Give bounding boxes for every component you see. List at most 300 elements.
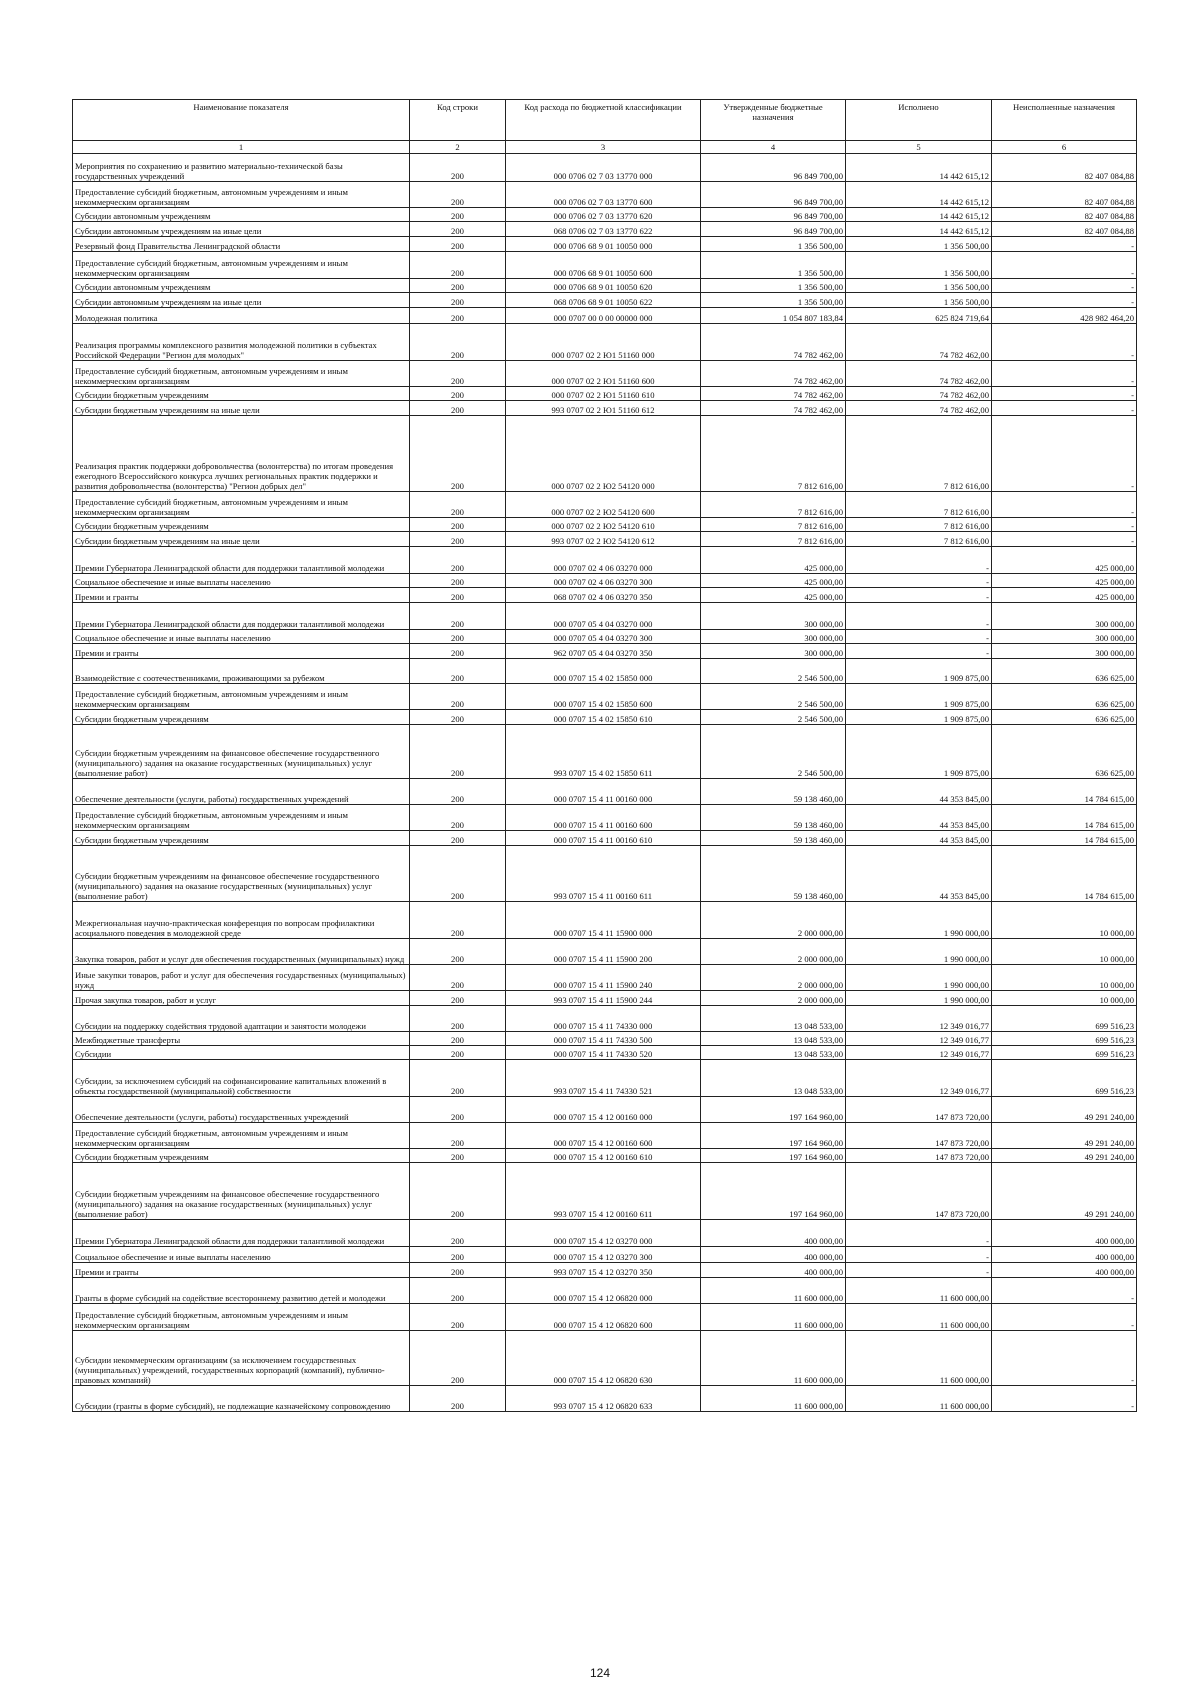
row-name: Обеспечение деятельности (услуги, работы) государственных учреждений [73, 779, 410, 805]
row-name: Субсидии бюджетным учреждениям [73, 387, 410, 401]
row-unexecuted: 699 516,23 [992, 1032, 1137, 1046]
row-unexecuted: 14 784 615,00 [992, 805, 1137, 831]
row-name: Прочая закупка товаров, работ и услуг [73, 991, 410, 1006]
row-expense-code: 000 0707 05 4 04 03270 300 [506, 630, 701, 644]
row-approved: 96 849 700,00 [701, 208, 846, 222]
row-line-code: 200 [410, 779, 506, 805]
row-approved: 11 600 000,00 [701, 1386, 846, 1412]
row-executed: 625 824 719,64 [846, 308, 992, 324]
row-expense-code: 000 0706 68 9 01 10050 620 [506, 279, 701, 293]
row-executed: 44 353 845,00 [846, 846, 992, 902]
row-name: Предоставление субсидий бюджетным, автономным учреждениям и иным некоммерческим организациям [73, 1123, 410, 1149]
table-row [73, 725, 1137, 779]
row-unexecuted: - [992, 252, 1137, 279]
row-approved: 197 164 960,00 [701, 1149, 846, 1163]
row-line-code: 200 [410, 1263, 506, 1278]
row-executed: 1 990 000,00 [846, 902, 992, 939]
row-line-code: 200 [410, 182, 506, 208]
table-row [73, 154, 1137, 182]
row-approved: 300 000,00 [701, 630, 846, 644]
row-expense-code: 000 0707 02 4 06 03270 300 [506, 574, 701, 588]
row-expense-code: 000 0707 15 4 11 74330 520 [506, 1046, 701, 1060]
row-executed: 1 990 000,00 [846, 991, 992, 1006]
row-unexecuted: 699 516,23 [992, 1060, 1137, 1097]
row-line-code: 200 [410, 279, 506, 293]
row-unexecuted: 400 000,00 [992, 1247, 1137, 1263]
row-name: Премии и гранты [73, 588, 410, 603]
table-row [73, 710, 1137, 725]
row-expense-code: 000 0707 15 4 11 00160 610 [506, 831, 701, 846]
table-row [73, 684, 1137, 710]
row-expense-code: 000 0707 15 4 12 00160 600 [506, 1123, 701, 1149]
header-approved: Утвержденные бюджетные назначения [701, 100, 846, 141]
row-unexecuted: 300 000,00 [992, 630, 1137, 644]
row-name: Социальное обеспечение и иные выплаты населению [73, 630, 410, 644]
row-approved: 11 600 000,00 [701, 1278, 846, 1304]
row-approved: 1 356 500,00 [701, 279, 846, 293]
row-approved: 2 546 500,00 [701, 725, 846, 779]
header-line-code: Код строки [410, 100, 506, 141]
table-row [73, 588, 1137, 603]
row-approved: 2 546 500,00 [701, 710, 846, 725]
row-executed: 1 909 875,00 [846, 659, 992, 684]
table-row [73, 518, 1137, 532]
row-expense-code: 000 0706 02 7 03 13770 600 [506, 182, 701, 208]
row-name: Субсидии бюджетным учреждениям на финансовое обеспечение государственного (муниципального) задания на оказание государственных (муниципальных) услуг (выполнение работ) [73, 725, 410, 779]
row-unexecuted: - [992, 324, 1137, 361]
row-expense-code: 000 0706 02 7 03 13770 620 [506, 208, 701, 222]
row-executed: 74 782 462,00 [846, 401, 992, 416]
table-header-row [73, 100, 1137, 141]
row-executed: 44 353 845,00 [846, 831, 992, 846]
row-unexecuted: - [992, 1278, 1137, 1304]
row-approved: 59 138 460,00 [701, 779, 846, 805]
row-unexecuted: 636 625,00 [992, 659, 1137, 684]
column-number: 2 [410, 141, 506, 154]
row-executed: 1 356 500,00 [846, 293, 992, 308]
column-number: 3 [506, 141, 701, 154]
row-expense-code: 000 0707 02 2 Ю1 51160 610 [506, 387, 701, 401]
row-expense-code: 000 0707 15 4 12 03270 300 [506, 1247, 701, 1263]
row-executed: 74 782 462,00 [846, 361, 992, 387]
row-executed: 1 356 500,00 [846, 237, 992, 252]
row-name: Мероприятия по сохранению и развитию материально-технической базы государственных учреждений [73, 154, 410, 182]
row-executed: 44 353 845,00 [846, 779, 992, 805]
row-name: Субсидии на поддержку содействия трудовой адаптации и занятости молодежи [73, 1006, 410, 1032]
table-row [73, 574, 1137, 588]
row-line-code: 200 [410, 361, 506, 387]
column-number: 4 [701, 141, 846, 154]
row-line-code: 200 [410, 547, 506, 574]
row-executed: - [846, 644, 992, 659]
row-executed: 1 990 000,00 [846, 939, 992, 965]
row-expense-code: 000 0707 02 2 Ю2 54120 610 [506, 518, 701, 532]
row-name: Иные закупки товаров, работ и услуг для обеспечения государственных (муниципальных) нужд [73, 965, 410, 991]
row-unexecuted: 636 625,00 [992, 684, 1137, 710]
row-expense-code: 000 0707 02 2 Ю1 51160 600 [506, 361, 701, 387]
row-expense-code: 000 0706 68 9 01 10050 600 [506, 252, 701, 279]
row-unexecuted: 10 000,00 [992, 939, 1137, 965]
row-name: Субсидии [73, 1046, 410, 1060]
row-expense-code: 000 0707 15 4 11 00160 000 [506, 779, 701, 805]
row-name: Реализация практик поддержки добровольчества (волонтерства) по итогам проведения ежегодного Всероссийского конкурса лучших региональных практик поддержки и развития добровольчества (волонтерства) "Регион добрых дел" [73, 416, 410, 492]
row-line-code: 200 [410, 630, 506, 644]
table-row [73, 1278, 1137, 1304]
row-name: Межбюджетные трансферты [73, 1032, 410, 1046]
row-expense-code: 000 0707 15 4 12 06820 000 [506, 1278, 701, 1304]
table-row [73, 1149, 1137, 1163]
row-name: Премии Губернатора Ленинградской области для поддержки талантливой молодежи [73, 1220, 410, 1247]
row-executed: 1 990 000,00 [846, 965, 992, 991]
row-line-code: 200 [410, 1386, 506, 1412]
row-executed: 12 349 016,77 [846, 1006, 992, 1032]
row-name: Обеспечение деятельности (услуги, работы) государственных учреждений [73, 1097, 410, 1123]
table-row [73, 831, 1137, 846]
row-name: Взаимодействие с соотечественниками, проживающими за рубежом [73, 659, 410, 684]
row-name: Субсидии бюджетным учреждениям [73, 518, 410, 532]
row-line-code: 200 [410, 1046, 506, 1060]
row-expense-code: 000 0707 15 4 12 06820 600 [506, 1304, 701, 1331]
row-name: Субсидии бюджетным учреждениям на финансовое обеспечение государственного (муниципального) задания на оказание государственных (муниципальных) услуг (выполнение работ) [73, 1163, 410, 1220]
row-name: Субсидии некоммерческим организациям (за исключением государственных (муниципальных) учреждений, государственных корпораций (компаний), публично-правовых компаний) [73, 1331, 410, 1386]
row-executed: 11 600 000,00 [846, 1386, 992, 1412]
row-name: Субсидии автономным учреждениям на иные цели [73, 293, 410, 308]
row-expense-code: 993 0707 15 4 11 00160 611 [506, 846, 701, 902]
row-expense-code: 000 0707 15 4 11 00160 600 [506, 805, 701, 831]
row-expense-code: 068 0707 02 4 06 03270 350 [506, 588, 701, 603]
row-line-code: 200 [410, 532, 506, 547]
row-approved: 400 000,00 [701, 1247, 846, 1263]
row-executed: 74 782 462,00 [846, 387, 992, 401]
table-row [73, 1123, 1137, 1149]
row-executed: 1 909 875,00 [846, 684, 992, 710]
row-unexecuted: 10 000,00 [992, 991, 1137, 1006]
table-row [73, 324, 1137, 361]
table-row [73, 1386, 1137, 1412]
row-executed: 147 873 720,00 [846, 1163, 992, 1220]
row-executed: 7 812 616,00 [846, 532, 992, 547]
row-unexecuted: 49 291 240,00 [992, 1123, 1137, 1149]
row-name: Субсидии (гранты в форме субсидий), не подлежащие казначейскому сопровождению [73, 1386, 410, 1412]
row-approved: 2 546 500,00 [701, 659, 846, 684]
row-approved: 96 849 700,00 [701, 182, 846, 208]
row-executed: 12 349 016,77 [846, 1046, 992, 1060]
row-approved: 7 812 616,00 [701, 492, 846, 518]
row-approved: 2 000 000,00 [701, 965, 846, 991]
row-approved: 197 164 960,00 [701, 1097, 846, 1123]
row-name: Премии и гранты [73, 644, 410, 659]
row-line-code: 200 [410, 416, 506, 492]
row-executed: - [846, 547, 992, 574]
header-unexecuted: Неисполненные назначения [992, 100, 1137, 141]
row-unexecuted: 425 000,00 [992, 547, 1137, 574]
row-line-code: 200 [410, 222, 506, 237]
table-row [73, 387, 1137, 401]
row-line-code: 200 [410, 154, 506, 182]
row-executed: 11 600 000,00 [846, 1331, 992, 1386]
table-row [73, 779, 1137, 805]
row-expense-code: 000 0707 15 4 11 15900 240 [506, 965, 701, 991]
row-executed: - [846, 574, 992, 588]
page-number: 124 [589, 1666, 611, 1680]
table-row [73, 1006, 1137, 1032]
row-expense-code: 000 0707 15 4 11 15900 200 [506, 939, 701, 965]
row-executed: 12 349 016,77 [846, 1032, 992, 1046]
row-executed: 147 873 720,00 [846, 1123, 992, 1149]
row-expense-code: 993 0707 15 4 11 74330 521 [506, 1060, 701, 1097]
row-expense-code: 993 0707 15 4 12 06820 633 [506, 1386, 701, 1412]
row-unexecuted: 82 407 084,88 [992, 182, 1137, 208]
row-unexecuted: - [992, 279, 1137, 293]
row-executed: 1 909 875,00 [846, 710, 992, 725]
row-name: Субсидии бюджетным учреждениям [73, 710, 410, 725]
table-row [73, 401, 1137, 416]
row-executed: 74 782 462,00 [846, 324, 992, 361]
row-unexecuted: 400 000,00 [992, 1263, 1137, 1278]
row-name: Резервный фонд Правительства Ленинградской области [73, 237, 410, 252]
row-executed: 14 442 615,12 [846, 182, 992, 208]
row-unexecuted: 699 516,23 [992, 1046, 1137, 1060]
row-name: Предоставление субсидий бюджетным, автономным учреждениям и иным некоммерческим организациям [73, 805, 410, 831]
row-executed: 14 442 615,12 [846, 208, 992, 222]
row-expense-code: 962 0707 05 4 04 03270 350 [506, 644, 701, 659]
row-approved: 425 000,00 [701, 574, 846, 588]
row-line-code: 200 [410, 603, 506, 630]
row-line-code: 200 [410, 492, 506, 518]
table-row [73, 630, 1137, 644]
row-line-code: 200 [410, 1331, 506, 1386]
row-approved: 96 849 700,00 [701, 222, 846, 237]
row-line-code: 200 [410, 659, 506, 684]
table-row [73, 492, 1137, 518]
row-expense-code: 000 0707 15 4 02 15850 610 [506, 710, 701, 725]
row-expense-code: 000 0707 15 4 11 74330 000 [506, 1006, 701, 1032]
row-line-code: 200 [410, 805, 506, 831]
header-expense-code: Код расхода по бюджетной классификации [506, 100, 701, 141]
row-unexecuted: - [992, 532, 1137, 547]
row-expense-code: 000 0707 15 4 12 03270 000 [506, 1220, 701, 1247]
row-name: Социальное обеспечение и иные выплаты населению [73, 574, 410, 588]
row-expense-code: 993 0707 15 4 12 00160 611 [506, 1163, 701, 1220]
row-approved: 13 048 533,00 [701, 1060, 846, 1097]
row-name: Премии и гранты [73, 1263, 410, 1278]
row-line-code: 200 [410, 1304, 506, 1331]
row-approved: 74 782 462,00 [701, 401, 846, 416]
row-name: Закупка товаров, работ и услуг для обеспечения государственных (муниципальных) нужд [73, 939, 410, 965]
row-unexecuted: 699 516,23 [992, 1006, 1137, 1032]
column-number: 1 [73, 141, 410, 154]
table-row [73, 361, 1137, 387]
row-executed: - [846, 1263, 992, 1278]
row-executed: 11 600 000,00 [846, 1304, 992, 1331]
row-name: Субсидии, за исключением субсидий на софинансирование капитальных вложений в объекты государственной (муниципальной) собственности [73, 1060, 410, 1097]
table-row [73, 1247, 1137, 1263]
row-expense-code: 000 0707 02 2 Ю2 54120 000 [506, 416, 701, 492]
row-line-code: 200 [410, 1123, 506, 1149]
column-number: 6 [992, 141, 1137, 154]
row-executed: 7 812 616,00 [846, 416, 992, 492]
row-approved: 2 000 000,00 [701, 902, 846, 939]
row-expense-code: 000 0707 02 2 Ю1 51160 000 [506, 324, 701, 361]
row-line-code: 200 [410, 252, 506, 279]
row-executed: - [846, 1247, 992, 1263]
row-line-code: 200 [410, 965, 506, 991]
table-row [73, 222, 1137, 237]
row-name: Социальное обеспечение и иные выплаты населению [73, 1247, 410, 1263]
row-approved: 13 048 533,00 [701, 1032, 846, 1046]
table-row [73, 991, 1137, 1006]
row-approved: 74 782 462,00 [701, 324, 846, 361]
table-row [73, 293, 1137, 308]
row-name: Предоставление субсидий бюджетным, автономным учреждениям и иным некоммерческим организациям [73, 492, 410, 518]
row-approved: 197 164 960,00 [701, 1163, 846, 1220]
table-row [73, 1032, 1137, 1046]
row-line-code: 200 [410, 1163, 506, 1220]
row-expense-code: 068 0706 02 7 03 13770 622 [506, 222, 701, 237]
row-name: Субсидии бюджетным учреждениям на финансовое обеспечение государственного (муниципального) задания на оказание государственных (муниципальных) услуг (выполнение работ) [73, 846, 410, 902]
row-unexecuted: 300 000,00 [992, 603, 1137, 630]
row-unexecuted: - [992, 237, 1137, 252]
row-expense-code: 993 0707 15 4 11 15900 244 [506, 991, 701, 1006]
row-unexecuted: 10 000,00 [992, 902, 1137, 939]
row-line-code: 200 [410, 684, 506, 710]
row-approved: 13 048 533,00 [701, 1006, 846, 1032]
row-approved: 7 812 616,00 [701, 416, 846, 492]
row-executed: - [846, 1220, 992, 1247]
row-unexecuted: - [992, 401, 1137, 416]
row-approved: 2 000 000,00 [701, 939, 846, 965]
row-expense-code: 993 0707 15 4 02 15850 611 [506, 725, 701, 779]
row-approved: 59 138 460,00 [701, 846, 846, 902]
row-unexecuted: 10 000,00 [992, 965, 1137, 991]
table-row [73, 182, 1137, 208]
row-name: Субсидии автономным учреждениям на иные цели [73, 222, 410, 237]
row-unexecuted: 49 291 240,00 [992, 1097, 1137, 1123]
row-unexecuted: 49 291 240,00 [992, 1149, 1137, 1163]
table-row [73, 208, 1137, 222]
row-unexecuted: - [992, 361, 1137, 387]
row-line-code: 200 [410, 518, 506, 532]
row-approved: 400 000,00 [701, 1263, 846, 1278]
row-unexecuted: 636 625,00 [992, 710, 1137, 725]
table-row [73, 846, 1137, 902]
row-executed: 1 909 875,00 [846, 725, 992, 779]
table-row [73, 805, 1137, 831]
row-unexecuted: 428 982 464,20 [992, 308, 1137, 324]
row-unexecuted: - [992, 416, 1137, 492]
row-approved: 425 000,00 [701, 588, 846, 603]
row-expense-code: 000 0707 15 4 02 15850 600 [506, 684, 701, 710]
row-line-code: 200 [410, 991, 506, 1006]
row-expense-code: 068 0706 68 9 01 10050 622 [506, 293, 701, 308]
table-row [73, 939, 1137, 965]
table-row [73, 1097, 1137, 1123]
row-expense-code: 993 0707 15 4 12 03270 350 [506, 1263, 701, 1278]
row-unexecuted: 49 291 240,00 [992, 1163, 1137, 1220]
row-line-code: 200 [410, 1278, 506, 1304]
row-unexecuted: 400 000,00 [992, 1220, 1137, 1247]
budget-execution-table [72, 99, 1137, 1412]
row-expense-code: 000 0707 15 4 02 15850 000 [506, 659, 701, 684]
row-unexecuted: 300 000,00 [992, 644, 1137, 659]
row-unexecuted: 636 625,00 [992, 725, 1137, 779]
row-name: Предоставление субсидий бюджетным, автономным учреждениям и иным некоммерческим организациям [73, 361, 410, 387]
row-approved: 11 600 000,00 [701, 1304, 846, 1331]
row-executed: 147 873 720,00 [846, 1097, 992, 1123]
row-unexecuted: - [992, 1386, 1137, 1412]
row-approved: 300 000,00 [701, 603, 846, 630]
row-line-code: 200 [410, 1032, 506, 1046]
row-name: Субсидии бюджетным учреждениям [73, 831, 410, 846]
row-approved: 1 356 500,00 [701, 293, 846, 308]
row-expense-code: 000 0707 15 4 11 15900 000 [506, 902, 701, 939]
row-approved: 400 000,00 [701, 1220, 846, 1247]
row-approved: 11 600 000,00 [701, 1331, 846, 1386]
row-expense-code: 000 0707 00 0 00 00000 000 [506, 308, 701, 324]
row-line-code: 200 [410, 324, 506, 361]
row-name: Субсидии бюджетным учреждениям на иные цели [73, 401, 410, 416]
row-unexecuted: 14 784 615,00 [992, 846, 1137, 902]
header-executed: Исполнено [846, 100, 992, 141]
row-line-code: 200 [410, 902, 506, 939]
table-row [73, 1304, 1137, 1331]
row-line-code: 200 [410, 725, 506, 779]
row-line-code: 200 [410, 831, 506, 846]
row-expense-code: 000 0706 68 9 01 10050 000 [506, 237, 701, 252]
row-unexecuted: - [992, 1331, 1137, 1386]
table-row [73, 603, 1137, 630]
row-name: Предоставление субсидий бюджетным, автономным учреждениям и иным некоммерческим организациям [73, 252, 410, 279]
row-line-code: 200 [410, 1060, 506, 1097]
row-line-code: 200 [410, 387, 506, 401]
row-approved: 74 782 462,00 [701, 361, 846, 387]
row-approved: 74 782 462,00 [701, 387, 846, 401]
row-expense-code: 000 0707 15 4 12 00160 610 [506, 1149, 701, 1163]
row-executed: 14 442 615,12 [846, 154, 992, 182]
row-expense-code: 993 0707 02 2 Ю2 54120 612 [506, 532, 701, 547]
table-row [73, 279, 1137, 293]
table-row [73, 547, 1137, 574]
row-line-code: 200 [410, 1220, 506, 1247]
row-expense-code: 000 0707 05 4 04 03270 000 [506, 603, 701, 630]
row-name: Реализация программы комплексного развития молодежной политики в субъектах Российской Федерации "Регион для молодых" [73, 324, 410, 361]
row-name: Субсидии бюджетным учреждениям на иные цели [73, 532, 410, 547]
row-approved: 2 546 500,00 [701, 684, 846, 710]
row-expense-code: 000 0707 15 4 12 06820 630 [506, 1331, 701, 1386]
row-executed: 14 442 615,12 [846, 222, 992, 237]
row-line-code: 200 [410, 939, 506, 965]
row-unexecuted: - [992, 1304, 1137, 1331]
row-line-code: 200 [410, 644, 506, 659]
row-line-code: 200 [410, 588, 506, 603]
table-row [73, 237, 1137, 252]
row-executed: - [846, 630, 992, 644]
row-unexecuted: - [992, 293, 1137, 308]
row-unexecuted: 14 784 615,00 [992, 779, 1137, 805]
column-number: 5 [846, 141, 992, 154]
row-approved: 7 812 616,00 [701, 518, 846, 532]
row-approved: 59 138 460,00 [701, 831, 846, 846]
row-executed: 147 873 720,00 [846, 1149, 992, 1163]
row-name: Межрегиональная научно-практическая конференция по вопросам профилактики асоциального поведения в молодежной среде [73, 902, 410, 939]
row-name: Субсидии автономным учреждениям [73, 279, 410, 293]
row-approved: 2 000 000,00 [701, 991, 846, 1006]
row-expense-code: 000 0707 02 4 06 03270 000 [506, 547, 701, 574]
table-row [73, 1046, 1137, 1060]
row-approved: 425 000,00 [701, 547, 846, 574]
row-line-code: 200 [410, 574, 506, 588]
row-approved: 59 138 460,00 [701, 805, 846, 831]
